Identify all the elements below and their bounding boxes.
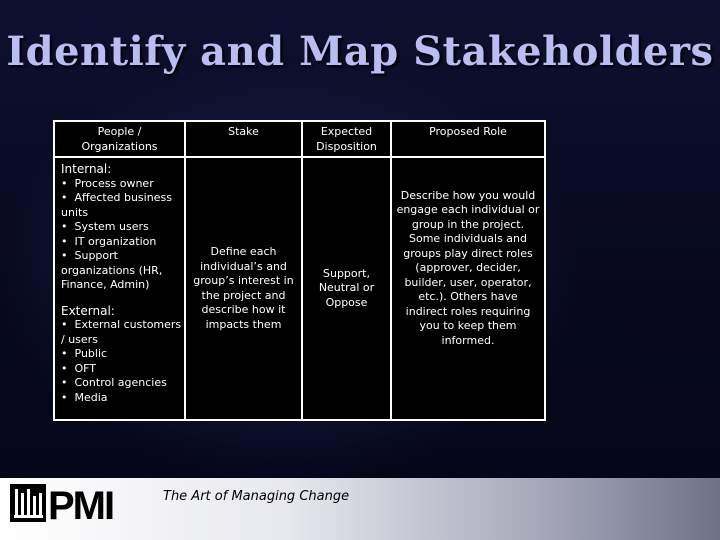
list-item: • Control agencies — [61, 376, 167, 389]
role-text: Describe how you would engage each individual or group in the project. Some individuals and groups play direct roles (approver, decider, builder, user, operator, etc.). Others have indirect roles requiring you to keep them informed. — [396, 188, 540, 347]
header-disposition-label: Expected Disposition — [316, 125, 377, 153]
header-role-label: Proposed Role — [429, 125, 507, 138]
header-disposition — [303, 122, 390, 156]
list-item: • Affected business units — [61, 191, 172, 219]
slide-title: Identify and Map Stakeholders — [6, 28, 714, 75]
list-item: • External customers / users — [61, 318, 182, 346]
header-stake — [186, 122, 301, 156]
pmi-logo-text: PMI — [48, 484, 114, 524]
role-cell — [392, 158, 544, 419]
list-item: • Public — [61, 347, 108, 360]
list-item: • OFT — [61, 361, 97, 375]
external-list — [61, 318, 184, 405]
header-people-label: People / Organizations — [81, 125, 158, 153]
external-label: External: — [61, 303, 115, 318]
header-stake-label: Stake — [228, 125, 259, 138]
list-item: • Process owner — [61, 176, 154, 190]
stake-text: Define each individual’s and group’s interest in the project and describe how it impacts them — [193, 245, 294, 331]
list-item: • Media — [61, 390, 108, 404]
stakeholder-table — [53, 120, 546, 421]
list-item: • IT organization — [61, 234, 157, 248]
list-item: • Support organizations (HR, Finance, Admin) — [61, 249, 163, 291]
header-role — [392, 122, 544, 156]
header-people — [55, 122, 184, 156]
people-cell — [55, 158, 184, 419]
stake-cell — [186, 158, 301, 419]
tagline: The Art of Managing Change — [163, 489, 350, 504]
disposition-cell — [303, 158, 390, 419]
internal-label: Internal: — [61, 162, 112, 176]
disposition-text: Support, Neutral or Oppose — [318, 266, 375, 309]
pmi-logo — [10, 484, 148, 524]
list-item: • System users — [61, 220, 149, 233]
internal-list — [61, 177, 184, 293]
